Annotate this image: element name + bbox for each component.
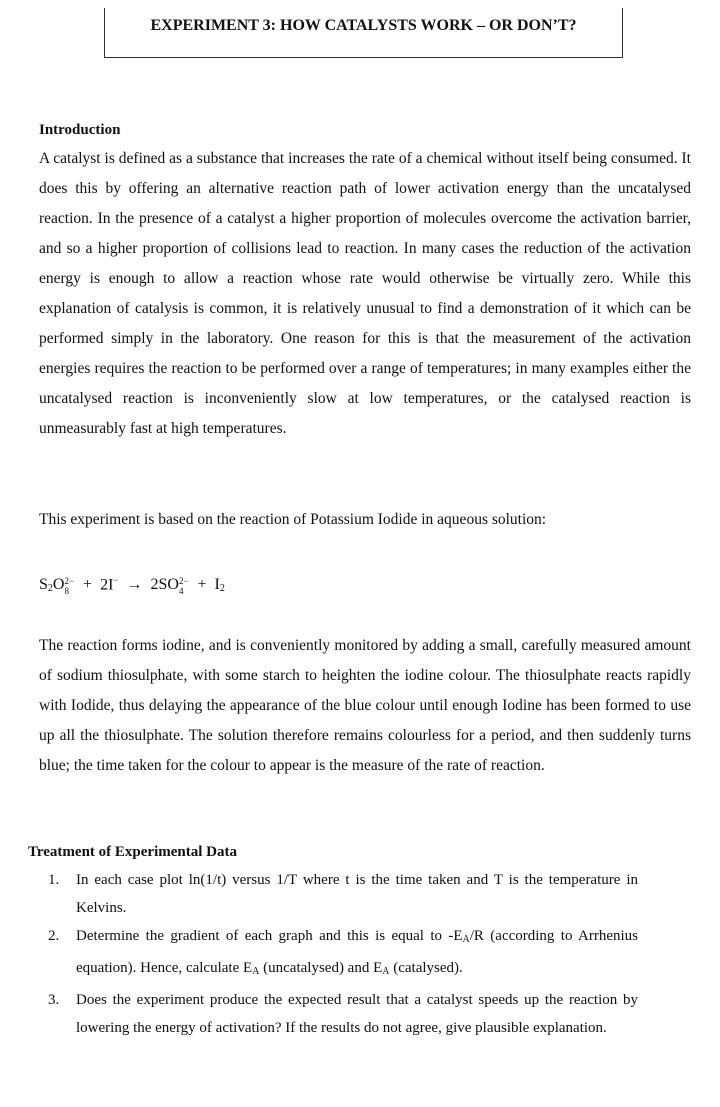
introduction-paragraph: A catalyst is defined as a substance that increases the rate of a chemical without itself being consumed. It does this by offering an alternative reaction path of lower activation energy than the uncatalysed reaction. In the presence of a catalyst a higher proportion of molecules overcome the activation barrier, and so a higher proportion of collisions lead to reaction. In many cases the reduction of the activation energy is enough to allow a reaction whose rate would otherwise be virtually zero. While this explanation of catalysis is common, it is relatively unusual to find a demonstration of it which can be performed simply in the laboratory. One reason for this is that the measurement of the activation energies requires the reaction to be performed over a range of temperatures; in many examples either the uncatalysed reaction is inconveniently slow at low temperatures, or the catalysed reaction is unmeasurably fast at high temperatures. <box>39 150 691 437</box>
reaction-arrow: → <box>126 576 143 594</box>
list-number: 1. <box>48 872 60 888</box>
plus-sign: + <box>197 576 207 594</box>
sulfate-ion: 2SO 2− 4 <box>150 575 189 596</box>
iodine-molecule: I2 <box>214 576 225 595</box>
iodide-ion: 2I− <box>100 575 119 594</box>
plus-sign: + <box>83 576 93 594</box>
treatment-heading: Treatment of Experimental Data <box>28 844 237 860</box>
introduction-heading: Introduction <box>39 122 121 138</box>
list-item <box>48 922 638 986</box>
list-item <box>48 866 638 922</box>
reaction-equation <box>39 567 225 602</box>
reaction-intro-paragraph: This experiment is based on the reaction of Potassium Iodide in aqueous solution: <box>39 511 547 528</box>
persulfate-ion: S2O 2− 8 <box>39 575 75 596</box>
monitoring-paragraph: The reaction forms iodine, and is conveniently monitored by adding a small, carefully measured amount of sodium thiosulphate, with some starch to heighten the iodine colour. The thiosulphate reacts rapidly with Iodide, thus delaying the appearance of the blue colour until enough Iodine has been formed to use up all the thiosulphate. The solution therefore remains colourless for a period, and then suddenly turns blue; the time taken for the colour to appear is the measure of the rate of reaction. <box>39 637 691 774</box>
treatment-list <box>48 866 638 1042</box>
page-title: EXPERIMENT 3: HOW CATALYSTS WORK – OR DON’T? <box>150 17 577 34</box>
list-text: In each case plot ln(1/t) versus 1/T where t is the time taken and T is the temperature in Kelvins. <box>76 872 638 916</box>
list-number: 3. <box>48 992 60 1008</box>
list-text: Determine the gradient of each graph and this is equal to -EA/R (according to Arrhenius equation). Hence, calculate EA (uncatalysed) and EA (catalysed). <box>76 928 638 977</box>
list-item <box>48 986 638 1042</box>
list-text: Does the experiment produce the expected result that a catalyst speeds up the reaction by lowering the energy of activation? If the results do not agree, give plausible explanation. <box>76 992 638 1036</box>
list-number: 2. <box>48 928 60 944</box>
title-box <box>104 8 623 58</box>
